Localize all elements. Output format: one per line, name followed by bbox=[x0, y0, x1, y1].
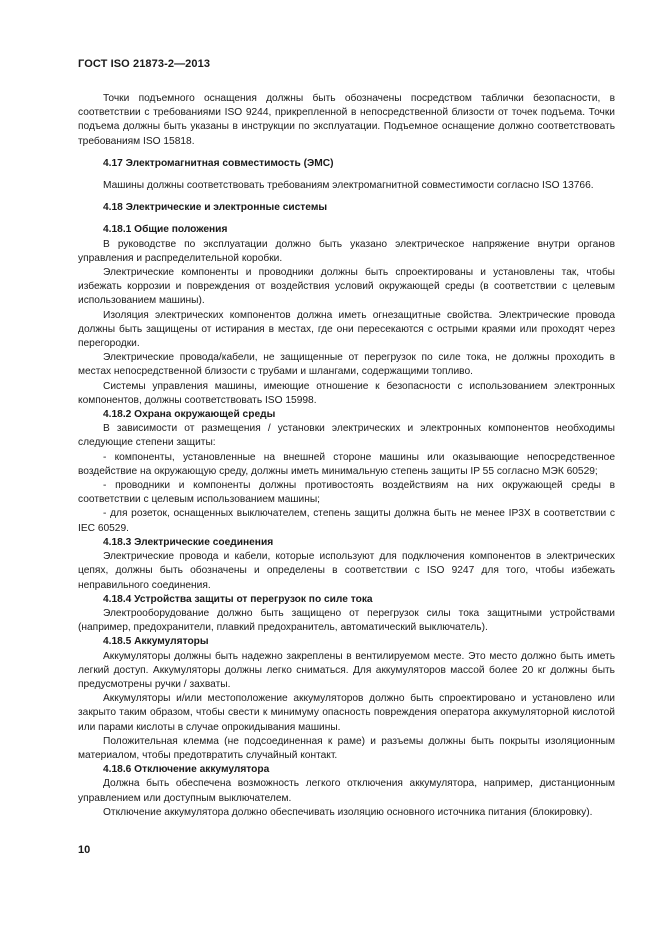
section-heading-4-18-4: 4.18.4 Устройства защиты от перегрузок по силе тока bbox=[103, 593, 373, 605]
list-item: - для розеток, оснащенных выключателем, степень защиты должна быть не менее IP3X в соответствии с IEC 60529. bbox=[78, 508, 615, 534]
section-heading-4-18-2: 4.18.2 Охрана окружающей среды bbox=[103, 409, 276, 421]
document-number: ГОСТ ISO 21873-2—2013 bbox=[78, 58, 211, 70]
section-heading-4-17: 4.17 Электромагнитная совместимость (ЭМС) bbox=[103, 157, 334, 169]
document-body bbox=[78, 92, 615, 820]
paragraph: Точки подъемного оснащения должны быть обозначены посредством таблички безопасности, в соответствии с требованиями ISO 9244, прикрепленной в непосредственной близости от точек подъема. Точки подъема должны быть указаны в инструкции по эксплуатации. Подъемное оснащение должно соответствовать требованиям ISO 15818. bbox=[78, 93, 615, 147]
paragraph: Электрические провода/кабели, не защищенные от перегрузок по силе тока, не должны проходить в местах непосредственной близости с трубами и шлангами, содержащими топливо. bbox=[78, 352, 615, 378]
paragraph: Электрооборудование должно быть защищено от перегрузок силы тока защитными устройствами (например, предохранители, плавкий предохранитель, автоматический выключатель). bbox=[78, 607, 615, 634]
paragraph: Отключение аккумулятора должно обеспечивать изоляцию основного источника питания (блокировку). bbox=[103, 806, 593, 818]
section-heading-4-18-1: 4.18.1 Общие положения bbox=[103, 224, 228, 236]
paragraph: Электрические компоненты и проводники должны быть спроектированы и установлены так, чтобы избежать коррозии и повреждения от воздействия условий окружающей среды (в соответствии с целевым использованием машины). bbox=[78, 267, 615, 307]
paragraph: В зависимости от размещения / установки электрических и электронных компонентов необходимы следующие степени защиты: bbox=[78, 423, 615, 449]
page-number: 10 bbox=[78, 844, 91, 856]
list-item: - проводники и компоненты должны противостоять воздействиям на них окружающей среды в соответствии с целевым использованием машины; bbox=[78, 480, 615, 506]
paragraph: В руководстве по эксплуатации должно быть указано электрическое напряжение внутри органов управления и распределительной коробки. bbox=[78, 238, 615, 264]
paragraph: Изоляция электрических компонентов должна иметь огнезащитные свойства. Электрические провода должны быть защищены от истирания в местах, где они пересекаются с острыми краями или проходят через перегородки. bbox=[78, 309, 615, 350]
section-heading-4-18-6: 4.18.6 Отключение аккумулятора bbox=[103, 764, 270, 776]
paragraph: Аккумуляторы должны быть надежно закреплены в вентилируемом месте. Это место должно быть иметь легкий доступ. Аккумуляторы должны легко сниматься. Для аккумуляторов массой более 20 кг должны быть предусмотрены ручки / захваты. bbox=[78, 650, 615, 690]
paragraph: Электрические провода и кабели, которые используют для подключения компонентов в электрических цепях, должны быть обозначены и определены в соответствии с ISO 9247 для того, чтобы избежать неправильного соединения. bbox=[78, 551, 615, 591]
paragraph: Положительная клемма (не подсоединенная к раме) и разъемы должны быть покрыты изоляционным материалом, чтобы предотвратить случайный контакт. bbox=[78, 735, 615, 761]
document-page bbox=[78, 0, 615, 935]
list-item: - компоненты, установленные на внешней стороне машины или оказывающие непосредственное воздействие на окружающую среду, должны иметь минимальную степень защиты IP 55 согласно МЭК 60529; bbox=[78, 451, 615, 477]
paragraph: Аккумуляторы и/или местоположение аккумуляторов должно быть спроектировано и установлено или закрыто таким образом, чтобы свести к минимуму опасность повреждения оператора аккумуляторной кислотой или парами кислоты в случае опрокидывания машины. bbox=[78, 693, 615, 733]
paragraph: Системы управления машины, имеющие отношение к безопасности с использованием электронных компонентов, должны соответствовать ISO 15998. bbox=[78, 380, 615, 406]
paragraph: Машины должны соответствовать требованиям электромагнитной совместимости согласно ISO 13766. bbox=[103, 180, 594, 192]
section-heading-4-18-3: 4.18.3 Электрические соединения bbox=[103, 536, 274, 548]
section-heading-4-18: 4.18 Электрические и электронные системы bbox=[103, 202, 328, 214]
paragraph: Должна быть обеспечена возможность легкого отключения аккумулятора, например, дистанционным управлением или доступным выключателем. bbox=[78, 778, 615, 804]
section-heading-4-18-5: 4.18.5 Аккумуляторы bbox=[103, 636, 209, 648]
